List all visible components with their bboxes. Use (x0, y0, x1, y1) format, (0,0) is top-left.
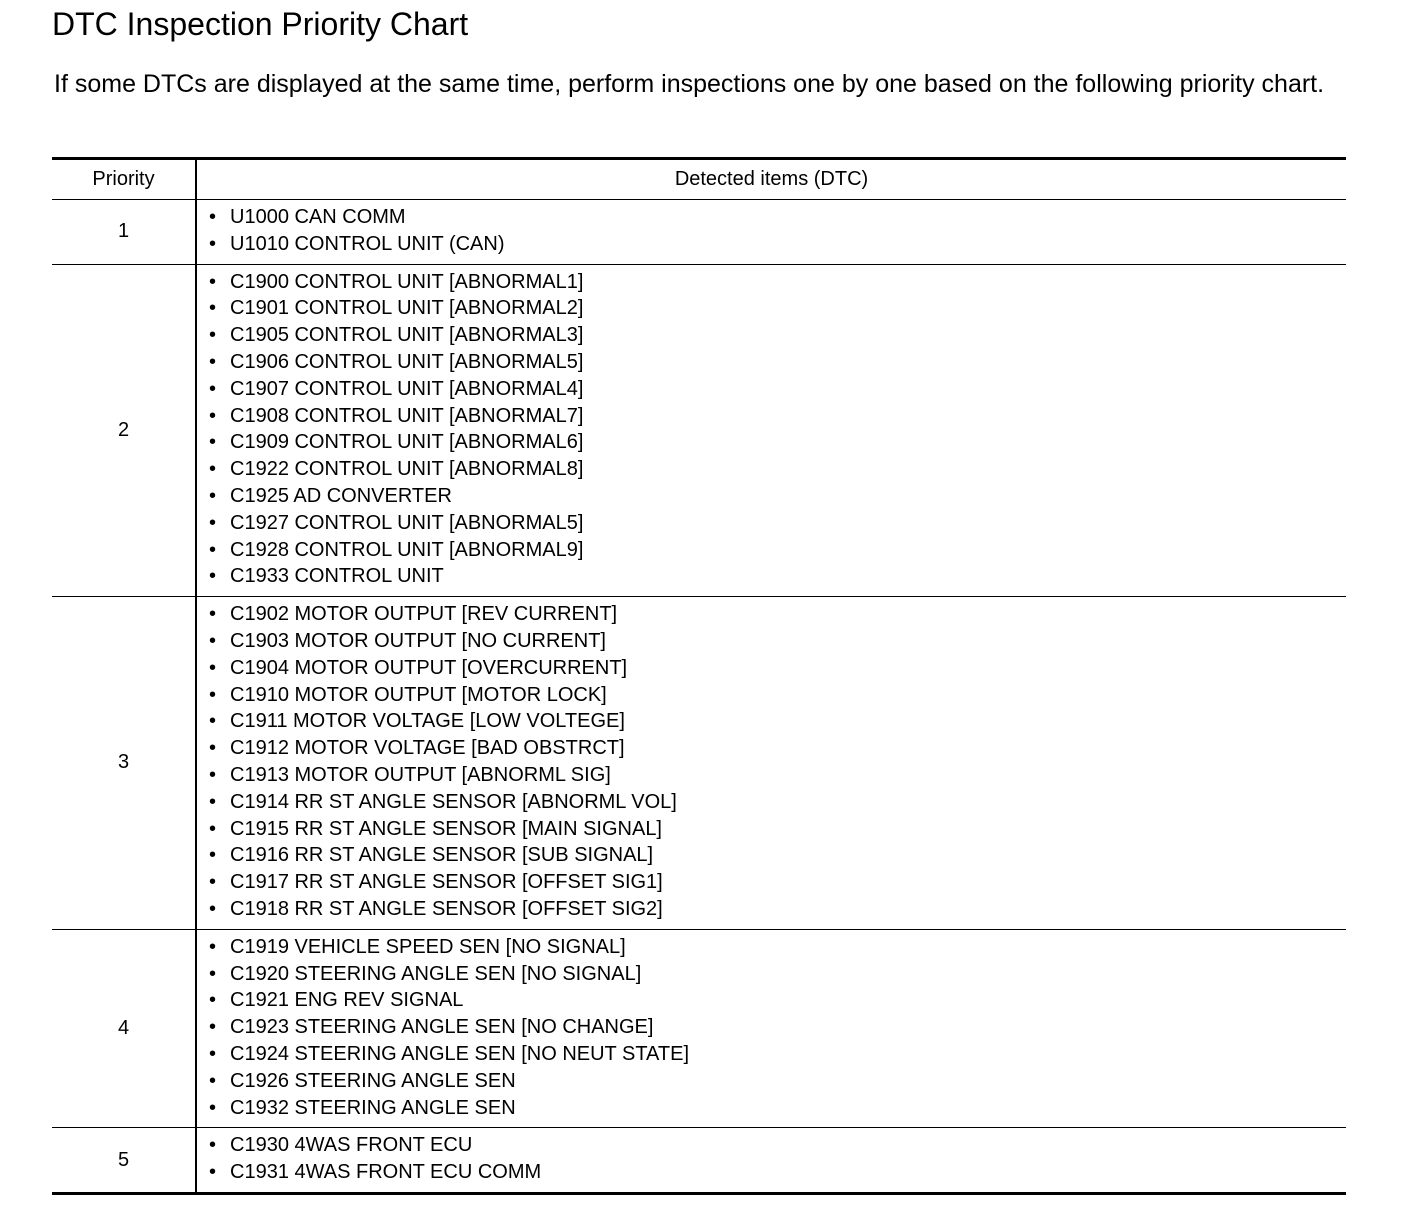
dtc-item-text: C1927 CONTROL UNIT [ABNORMAL5] (230, 511, 584, 534)
priority-cell: 1 (52, 200, 196, 265)
dtc-item-text: C1905 CONTROL UNIT [ABNORMAL3] (230, 324, 584, 347)
list-item (209, 762, 1346, 789)
list-item (209, 735, 1346, 762)
bullet-icon: • (209, 844, 217, 867)
detected-items-cell (196, 264, 1346, 597)
bullet-icon: • (209, 206, 217, 228)
priority-cell: 4 (52, 929, 196, 1128)
bullet-icon: • (209, 603, 217, 626)
bullet-icon: • (209, 1096, 217, 1119)
list-item (209, 204, 1346, 231)
table-row (52, 597, 1346, 930)
bullet-icon: • (209, 538, 217, 561)
list-item (209, 987, 1346, 1014)
list-item (209, 1041, 1346, 1068)
table-body (52, 200, 1346, 1194)
dtc-item-text: C1931 4WAS FRONT ECU COMM (230, 1161, 542, 1184)
dtc-item-text: C1920 STEERING ANGLE SEN [NO SIGNAL] (230, 962, 642, 985)
list-item (209, 1014, 1346, 1041)
list-item (209, 456, 1346, 483)
detected-items-cell (196, 597, 1346, 930)
dtc-item-text: C1900 CONTROL UNIT [ABNORMAL1] (230, 270, 584, 293)
list-item (209, 896, 1346, 923)
dtc-item-text: C1904 MOTOR OUTPUT [OVERCURRENT] (230, 656, 628, 679)
table-row (52, 200, 1346, 265)
list-item (209, 655, 1346, 682)
dtc-item-text: C1902 MOTOR OUTPUT [REV CURRENT] (230, 603, 618, 626)
intro-paragraph: If some DTCs are displayed at the same time, perform inspections one by one based on the following priority chart. (54, 70, 1325, 98)
bullet-icon: • (209, 1161, 217, 1184)
list-item (209, 403, 1346, 430)
dtc-item-text: C1923 STEERING ANGLE SEN [NO CHANGE] (230, 1016, 654, 1039)
list-item (209, 1095, 1346, 1122)
list-item (209, 1159, 1346, 1186)
bullet-icon: • (209, 1134, 217, 1157)
table-row (52, 264, 1346, 597)
list-item (209, 349, 1346, 376)
dtc-item-text: C1919 VEHICLE SPEED SEN [NO SIGNAL] (230, 935, 626, 958)
bullet-icon: • (209, 377, 217, 400)
dtc-item-text: C1926 STEERING ANGLE SEN (230, 1069, 516, 1092)
list-item (209, 376, 1346, 403)
list-item (209, 789, 1346, 816)
priority-cell: 3 (52, 597, 196, 930)
dtc-item-text: C1914 RR ST ANGLE SENSOR [ABNORML VOL] (230, 790, 677, 813)
priority-cell: 5 (52, 1128, 196, 1194)
detected-items-cell (196, 200, 1346, 265)
dtc-item-text: C1903 MOTOR OUTPUT [NO CURRENT] (230, 629, 606, 652)
list-item (209, 483, 1346, 510)
dtc-item-text: C1908 CONTROL UNIT [ABNORMAL7] (230, 404, 584, 427)
bullet-icon: • (209, 790, 217, 813)
bullet-icon: • (209, 565, 217, 588)
bullet-icon: • (209, 232, 217, 255)
list-item (209, 322, 1346, 349)
bullet-icon: • (209, 897, 217, 920)
priority-cell: 2 (52, 264, 196, 597)
list-item (209, 961, 1346, 988)
list-item (209, 842, 1346, 869)
list-item (209, 682, 1346, 709)
dtc-item-text: C1909 CONTROL UNIT [ABNORMAL6] (230, 431, 584, 454)
page-title: DTC Inspection Priority Chart (52, 6, 469, 42)
bullet-icon: • (209, 511, 217, 534)
bullet-icon: • (209, 962, 217, 985)
dtc-item-text: C1933 CONTROL UNIT (230, 565, 444, 588)
bullet-icon: • (209, 350, 217, 373)
bullet-icon: • (209, 431, 217, 454)
list-item (209, 869, 1346, 896)
list-item (209, 628, 1346, 655)
bullet-icon: • (209, 270, 217, 293)
table-row (52, 929, 1346, 1128)
bullet-icon: • (209, 484, 217, 507)
list-item (209, 537, 1346, 564)
table-header-row (52, 159, 1346, 200)
list-item (209, 563, 1346, 590)
items-column-header: Detected items (DTC) (196, 159, 1346, 200)
bullet-icon: • (209, 763, 217, 786)
dtc-item-text: C1912 MOTOR VOLTAGE [BAD OBSTRCT] (230, 737, 625, 760)
list-item (209, 934, 1346, 961)
list-item (209, 816, 1346, 843)
dtc-item-text: C1906 CONTROL UNIT [ABNORMAL5] (230, 350, 584, 373)
dtc-item-text: C1921 ENG REV SIGNAL (230, 989, 464, 1012)
dtc-item-text: C1917 RR ST ANGLE SENSOR [OFFSET SIG1] (230, 871, 663, 894)
bullet-icon: • (209, 1069, 217, 1092)
dtc-item-text: C1907 CONTROL UNIT [ABNORMAL4] (230, 377, 584, 400)
detected-items-cell (196, 929, 1346, 1128)
bullet-icon: • (209, 1042, 217, 1065)
dtc-item-text: C1916 RR ST ANGLE SENSOR [SUB SIGNAL] (230, 844, 654, 867)
bullet-icon: • (209, 683, 217, 706)
bullet-icon: • (209, 629, 217, 652)
bullet-icon: • (209, 656, 217, 679)
list-item (209, 269, 1346, 296)
dtc-list (209, 934, 1346, 1122)
list-item (209, 1132, 1346, 1159)
list-item (209, 510, 1346, 537)
list-item (209, 708, 1346, 735)
list-item (209, 231, 1346, 258)
dtc-item-text: C1913 MOTOR OUTPUT [ABNORML SIG] (230, 763, 611, 786)
bullet-icon: • (209, 989, 217, 1012)
dtc-item-text: C1930 4WAS FRONT ECU (230, 1134, 473, 1157)
bullet-icon: • (209, 935, 217, 958)
dtc-item-text: C1910 MOTOR OUTPUT [MOTOR LOCK] (230, 683, 607, 706)
bullet-icon: • (209, 1016, 217, 1039)
bullet-icon: • (209, 458, 217, 481)
list-item (209, 429, 1346, 456)
dtc-list (209, 204, 1346, 258)
dtc-item-text: C1925 AD CONVERTER (230, 484, 452, 507)
bullet-icon: • (209, 817, 217, 840)
dtc-item-text: U1000 CAN COMM (230, 206, 406, 228)
bullet-icon: • (209, 404, 217, 427)
dtc-priority-table (52, 157, 1346, 1195)
dtc-item-text: C1932 STEERING ANGLE SEN (230, 1096, 516, 1119)
dtc-list (209, 269, 1346, 591)
dtc-list (209, 1132, 1346, 1186)
priority-column-header: Priority (52, 159, 196, 200)
list-item (209, 1068, 1346, 1095)
bullet-icon: • (209, 297, 217, 320)
dtc-item-text: U1010 CONTROL UNIT (CAN) (230, 232, 505, 255)
detected-items-cell (196, 1128, 1346, 1194)
bullet-icon: • (209, 324, 217, 347)
dtc-item-text: C1915 RR ST ANGLE SENSOR [MAIN SIGNAL] (230, 817, 662, 840)
dtc-item-text: C1922 CONTROL UNIT [ABNORMAL8] (230, 458, 584, 481)
table-row (52, 1128, 1346, 1194)
dtc-list (209, 601, 1346, 923)
dtc-item-text: C1928 CONTROL UNIT [ABNORMAL9] (230, 538, 584, 561)
dtc-item-text: C1924 STEERING ANGLE SEN [NO NEUT STATE] (230, 1042, 690, 1065)
bullet-icon: • (209, 710, 217, 733)
dtc-item-text: C1918 RR ST ANGLE SENSOR [OFFSET SIG2] (230, 897, 663, 920)
bullet-icon: • (209, 871, 217, 894)
list-item (209, 295, 1346, 322)
dtc-item-text: C1911 MOTOR VOLTAGE [LOW VOLTEGE] (230, 710, 625, 733)
dtc-item-text: C1901 CONTROL UNIT [ABNORMAL2] (230, 297, 584, 320)
list-item (209, 601, 1346, 628)
bullet-icon: • (209, 737, 217, 760)
